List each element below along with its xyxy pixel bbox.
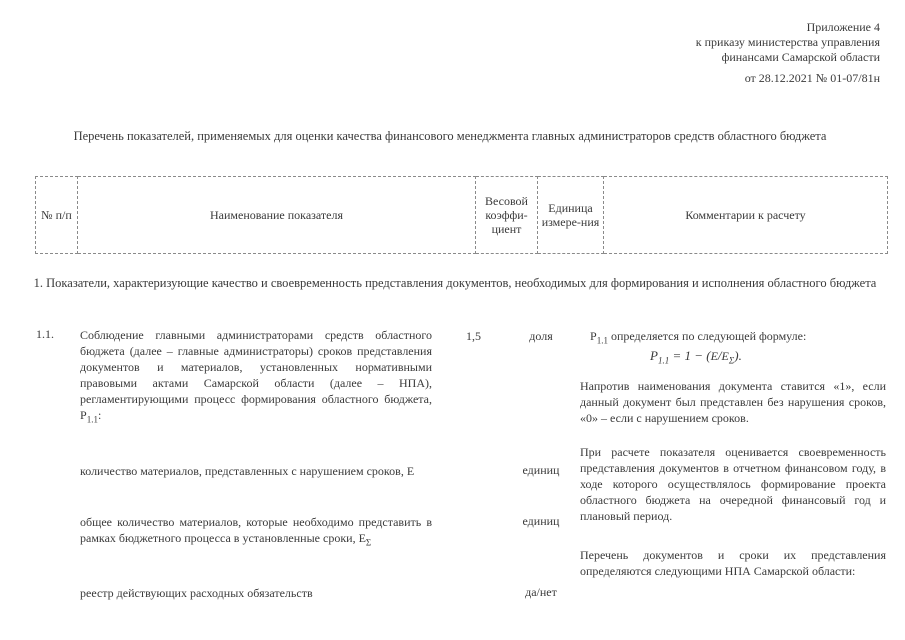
header-num: № п/п <box>36 177 78 254</box>
variable-2-text <box>80 514 432 550</box>
appendix-line-3: финансами Самарской области <box>721 50 880 64</box>
indicator-subscript: 1.1 <box>86 414 98 425</box>
section-title: 1. Показатели, характеризующие качество и своевременность представления документов, необходимых для формирования и исполнения областного бюджета <box>33 276 877 290</box>
variable-3-text: реестр действующих расходных обязательств <box>80 586 313 600</box>
comment-paragraph-1: Напротив наименования документа ставится «1», если данный документ был представлен без нарушения сроков, «0» – если с нарушением сроков. <box>580 379 886 425</box>
appendix-date: от 28.12.2021 № 01-07/81н <box>744 71 880 85</box>
formula-label <box>590 329 806 345</box>
variable-2-subscript: Σ <box>365 537 372 548</box>
header-name: Наименование показателя <box>78 177 476 254</box>
variable-1-unit: единиц <box>522 463 560 477</box>
row-weight: 1,5 <box>466 329 481 343</box>
formula-label-symbol: P <box>590 329 597 343</box>
variable-2-unit: единиц <box>522 514 560 528</box>
variable-2-label: общее количество материалов, которые необходимо представить в рамках бюджетного процесса в установленные сроки, E <box>80 515 432 545</box>
table-header <box>35 176 888 254</box>
comment-paragraph-2: При расчете показателя оценивается своевременность представления документов в отчетном финансовом году, в ходе которого осуществлялось формирование проекта областного бюджета на очередной финансовый год и плановый период. <box>580 445 886 523</box>
row-unit: доля <box>529 329 553 343</box>
indicator-symbol: P <box>80 408 87 422</box>
formula-label-subscript: 1.1 <box>596 335 608 346</box>
document-title: Перечень показателей, применяемых для оценки качества финансового менеджмента главных администраторов средств областного бюджета <box>73 129 827 143</box>
row-number: 1.1. <box>36 327 54 341</box>
comment-paragraph-3: Перечень документов и сроки их представления определяются следующими НПА Самарской области: <box>580 548 886 578</box>
formula-label-text: определяется по следующей формуле: <box>607 329 807 343</box>
appendix-line-1: Приложение 4 <box>806 20 880 34</box>
appendix-line-2: к приказу министерства управления <box>695 35 880 49</box>
variable-1-text: количество материалов, представленных с нарушением сроков, E <box>80 464 415 478</box>
appendix-header <box>560 20 880 86</box>
header-unit: Единица измере-ния <box>538 177 604 254</box>
formula: $P_{1.1} = 1 - (E/E_\Sigma)$. <box>650 348 742 366</box>
row-description-text: Соблюдение главными администраторами средств областного бюджета (далее – главные администраторы) сроков представления документов и материалов, установленных нормативными правовыми актами Самарской области (далее – НПА), регламентирующими процесс формирования областного бюджета, <box>80 328 432 406</box>
header-weight: Весовой коэффи-циент <box>476 177 538 254</box>
variable-3-unit: да/нет <box>525 585 557 599</box>
header-comment: Комментарии к расчету <box>604 177 888 254</box>
row-description: Соблюдение главными администраторами средств областного бюджета (далее – главные администраторы) сроков представления документов и материалов, установленных нормативными правовыми актами Самарской области (далее – НПА), регламентирующими процесс формирования областного бюджета, $P_{1.1}$: <box>80 328 432 425</box>
